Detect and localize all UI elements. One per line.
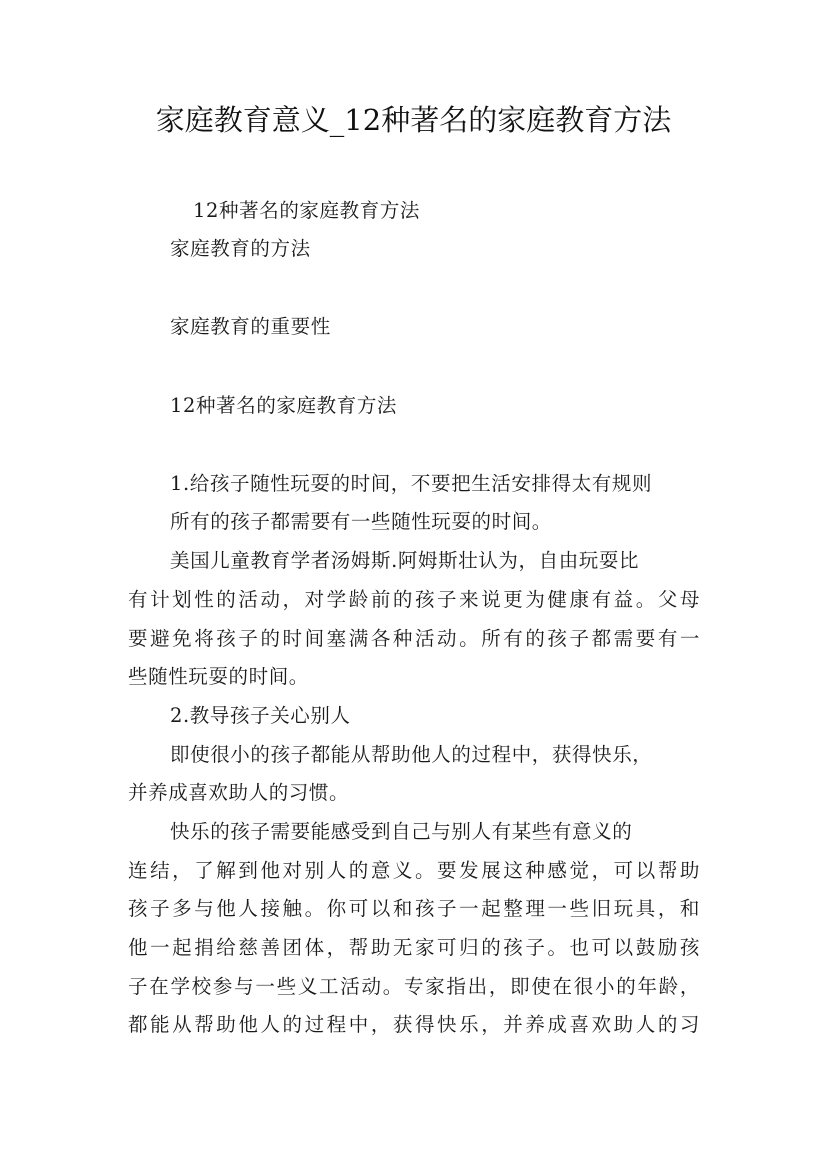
text-line: 家庭教育的重要性	[170, 315, 331, 338]
text-line: 孩子多与他人接触。你可以和孩子一起整理一些旧玩具，和	[128, 897, 700, 920]
text-line: 2.教导孩子关心别人	[170, 704, 351, 727]
text-line: 并养成喜欢助人的习惯。	[128, 781, 350, 804]
text-line: 快乐的孩子需要能感受到自己与别人有某些有意义的	[170, 820, 633, 843]
text-line: 子在学校参与一些义工活动。专家指出，即使在很小的年龄，	[128, 975, 700, 998]
text-line: 所有的孩子都需要有一些随性玩耍的时间。	[170, 510, 552, 533]
text-line: 些随性玩耍的时间。	[128, 665, 309, 688]
text-line: 要避免将孩子的时间塞满各种活动。所有的孩子都需要有一	[128, 627, 700, 650]
text-line: 1.给孩子随性玩耍的时间，不要把生活安排得太有规则	[170, 472, 653, 495]
text-line: 美国儿童教育学者汤姆斯.阿姆斯壮认为，自由玩耍比	[170, 549, 640, 572]
text-line: 都能从帮助他人的过程中，获得快乐，并养成喜欢助人的习	[128, 1013, 700, 1036]
text-line: 家庭教育的方法	[170, 237, 311, 260]
text-line: 他一起捐给慈善团体，帮助无家可归的孩子。也可以鼓励孩	[128, 936, 700, 959]
document-title: 家庭教育意义_12种著名的家庭教育方法	[155, 103, 672, 137]
text-line: 即使很小的孩子都能从帮助他人的过程中，获得快乐，	[170, 743, 653, 766]
text-line: 连结，了解到他对别人的意义。要发展这种感觉，可以帮助	[128, 859, 700, 882]
text-line: 12种著名的家庭教育方法	[170, 394, 398, 417]
text-line: 12种著名的家庭教育方法	[193, 199, 421, 222]
text-line: 有计划性的活动，对学龄前的孩子来说更为健康有益。父母	[128, 588, 700, 611]
